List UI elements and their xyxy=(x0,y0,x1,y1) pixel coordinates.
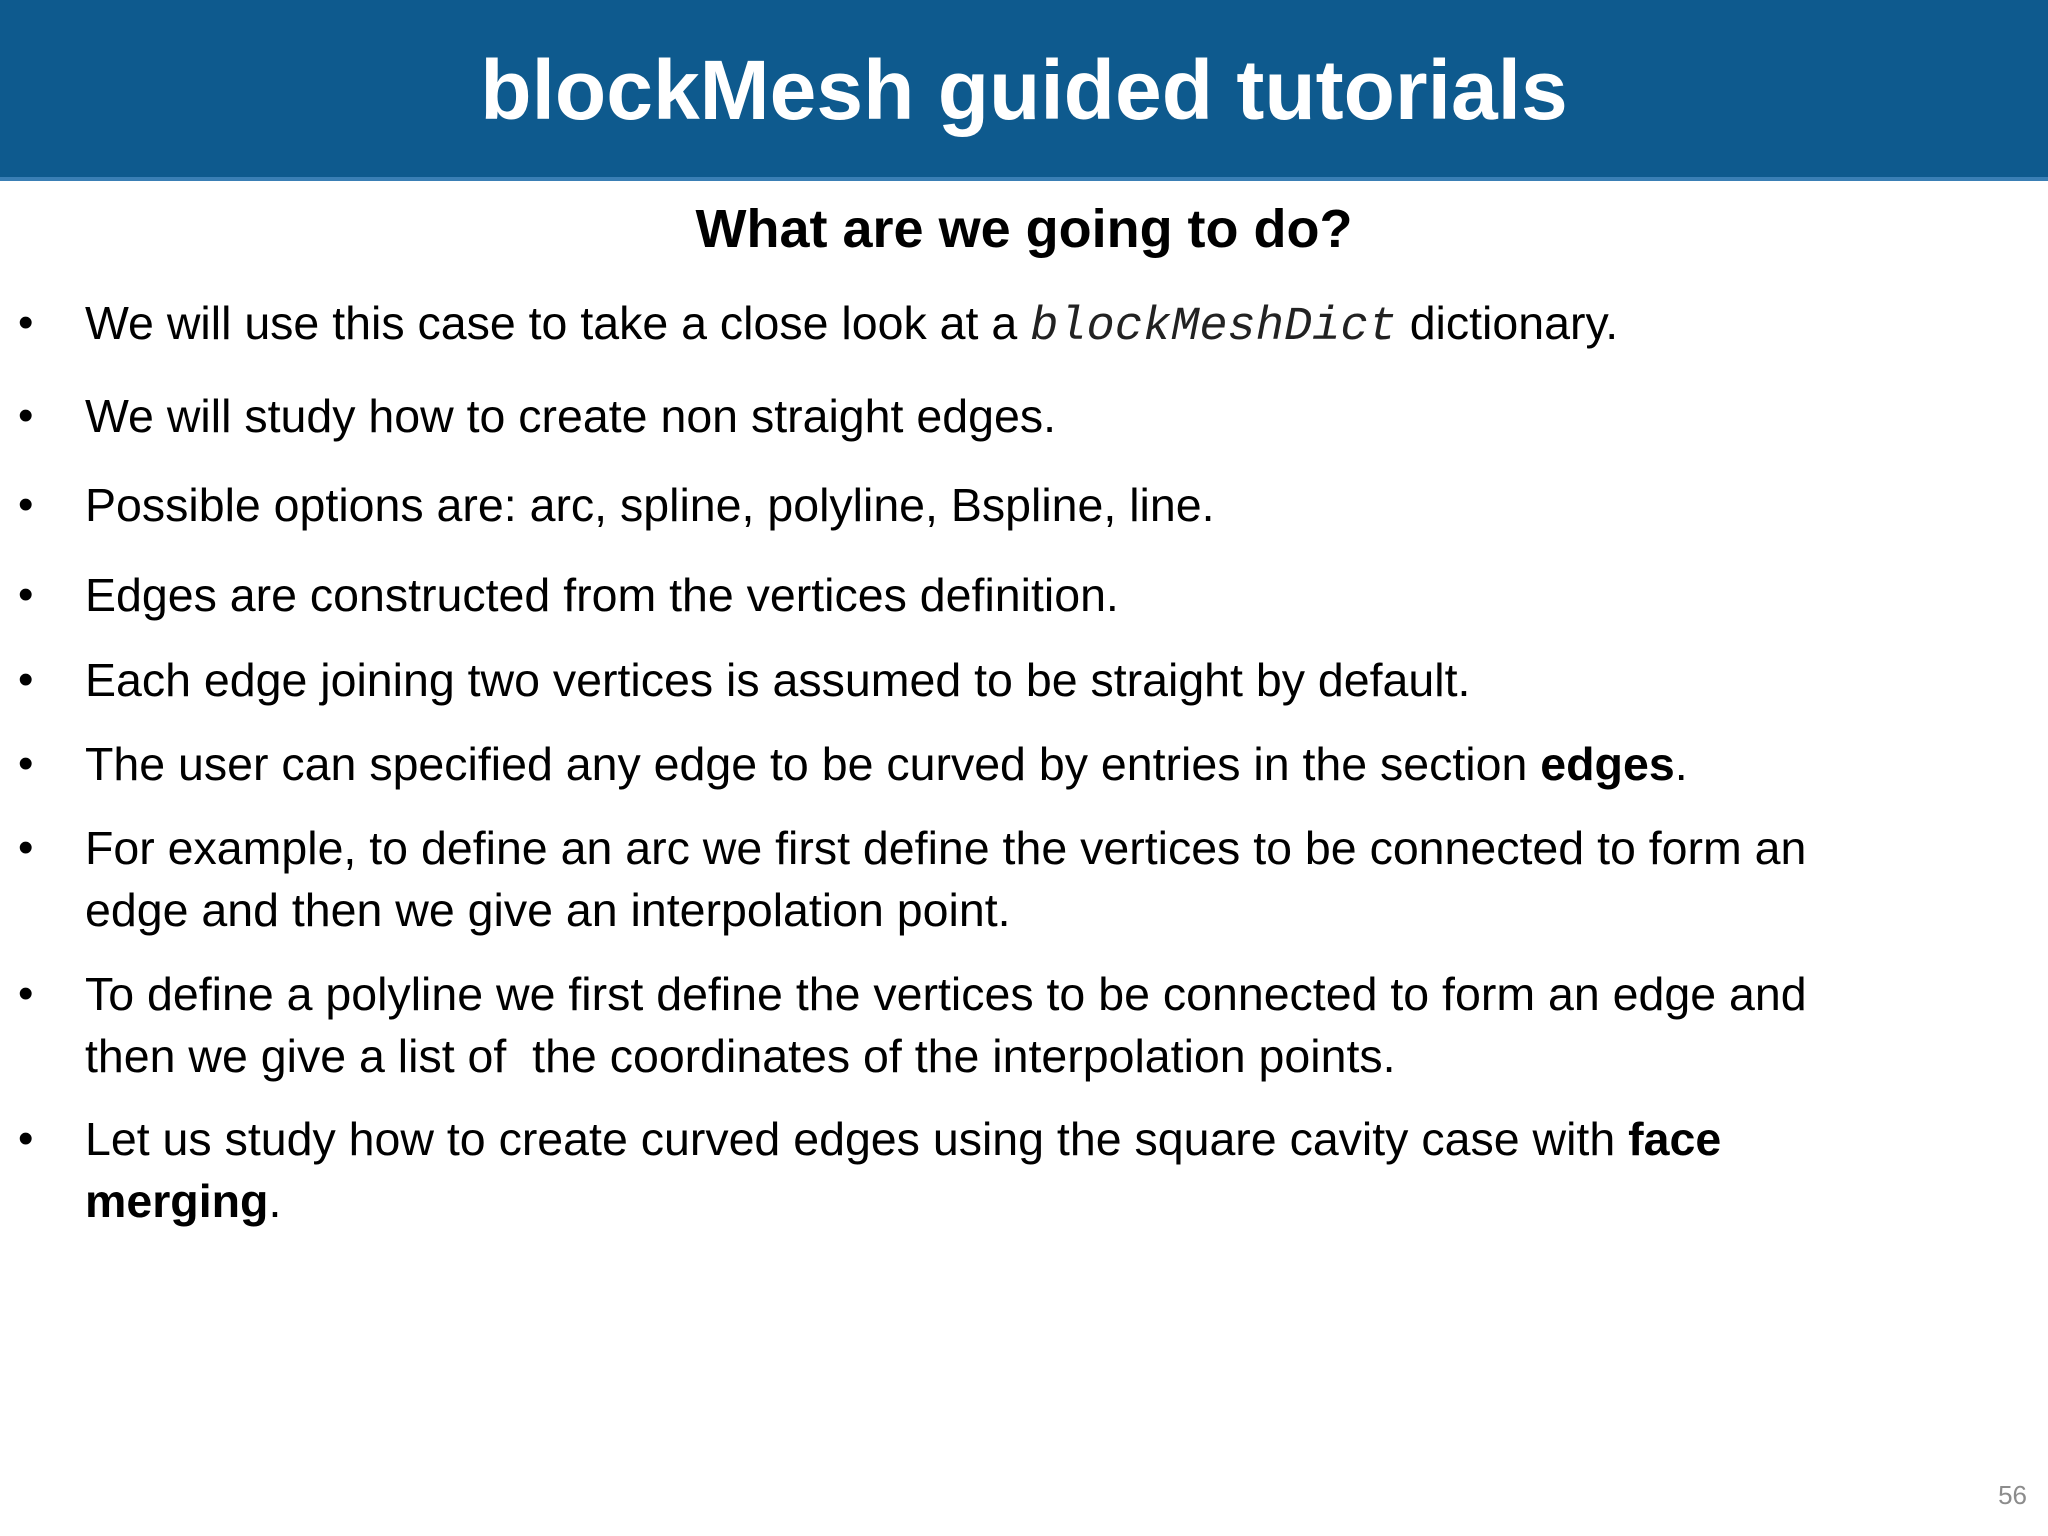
bullet-text-post: dictionary. xyxy=(1396,297,1619,349)
slide-title: blockMesh guided tutorials xyxy=(480,43,1568,137)
slide-subtitle: What are we going to do? xyxy=(695,199,1353,259)
bullet-text xyxy=(85,1108,2030,1232)
bullet-text xyxy=(85,733,2030,795)
bullet-text-post: . xyxy=(1674,738,1688,790)
bullet-marker: • xyxy=(18,391,34,440)
page-number: 56 xyxy=(1998,1480,2027,1510)
bullet-line-2: then we give a list of the coordinates of the interpolation points. xyxy=(85,1030,1396,1082)
bullet-line-2 xyxy=(85,1170,2030,1232)
code-term-blockmeshdict: blockMeshDict xyxy=(1030,301,1397,354)
bold-term-edges: edges xyxy=(1540,738,1675,790)
bullet-marker: • xyxy=(18,480,34,529)
bold-term-merging: merging xyxy=(85,1175,269,1227)
bullet-marker: • xyxy=(18,1114,34,1163)
bullet-line-2: edge and then we give an interpolation point. xyxy=(85,884,1011,936)
bullet-marker: • xyxy=(18,969,34,1018)
bullet-text: Edges are constructed from the vertices definition. xyxy=(85,569,1119,621)
bullet-text xyxy=(85,817,2030,941)
bullet-text-pre: We will use this case to take a close look at a xyxy=(85,297,1031,349)
bullet-marker: • xyxy=(18,655,34,704)
bullet-text xyxy=(85,292,2030,359)
bullet-text: Each edge joining two vertices is assumed to be straight by default. xyxy=(85,654,1471,706)
bullet-marker: • xyxy=(18,570,34,619)
title-bar xyxy=(0,0,2048,181)
bullet-line-1 xyxy=(85,1108,2030,1170)
bullet-text-pre: Let us study how to create curved edges using the square cavity case with xyxy=(85,1113,1629,1165)
bullet-marker: • xyxy=(18,739,34,788)
bullet-line-1: For example, to define an arc we first define the vertices to be connected to form an xyxy=(85,822,1807,874)
bullet-text xyxy=(85,963,2030,1087)
bold-term-face: face xyxy=(1628,1113,1722,1165)
bullet-line-1: To define a polyline we first define the vertices to be connected to form an edge and xyxy=(85,968,1807,1020)
bullet-marker: • xyxy=(18,823,34,872)
bullet-text-pre: The user can specified any edge to be curved by entries in the section xyxy=(85,738,1541,790)
bullet-marker: • xyxy=(18,298,34,347)
bullet-text: Possible options are: arc, spline, polyline, Bspline, line. xyxy=(85,479,1215,531)
bullet-text-post: . xyxy=(268,1175,282,1227)
bullet-text: We will study how to create non straight edges. xyxy=(85,390,1056,442)
